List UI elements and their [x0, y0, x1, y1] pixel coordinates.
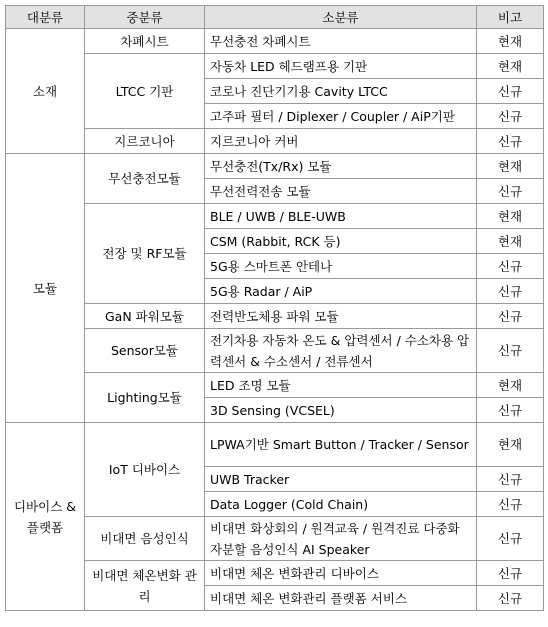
mid-category: 무선충전모듈 — [85, 154, 205, 204]
table-row — [6, 517, 544, 561]
table-row — [6, 54, 544, 79]
major-category: 디바이스 & 플랫폼 — [6, 423, 85, 611]
note-cell: 신규 — [477, 104, 544, 129]
classification-table — [5, 5, 544, 611]
mid-category: 지르코니아 — [85, 129, 205, 154]
mid-category: GaN 파워모듈 — [85, 304, 205, 329]
note-cell: 현재 — [477, 29, 544, 54]
minor-category: 비대면 체온 변화관리 플랫폼 서비스 — [205, 586, 477, 611]
mid-category: 비대면 음성인식 — [85, 517, 205, 561]
minor-category: 코로나 진단기기용 Cavity LTCC — [205, 79, 477, 104]
table-row — [6, 329, 544, 373]
note-cell: 신규 — [477, 561, 544, 586]
mid-category: 비대면 체온변화 관리 — [85, 561, 205, 611]
table-row — [6, 304, 544, 329]
table-row — [6, 561, 544, 586]
minor-category: 비대면 체온 변화관리 디바이스 — [205, 561, 477, 586]
note-cell: 현재 — [477, 154, 544, 179]
minor-category: 5G용 스마트폰 안테나 — [205, 254, 477, 279]
minor-category: 무선충전 차폐시트 — [205, 29, 477, 54]
note-cell: 신규 — [477, 586, 544, 611]
minor-category: 고주파 필터 / Diplexer / Coupler / AiP기판 — [205, 104, 477, 129]
note-cell: 현재 — [477, 54, 544, 79]
note-cell: 신규 — [477, 398, 544, 423]
note-cell: 현재 — [477, 204, 544, 229]
header-note: 비고 — [477, 6, 544, 29]
minor-category: 비대면 화상회의 / 원격교육 / 원격진료 다중화자분할 음성인식 AI Speaker — [205, 517, 477, 561]
minor-category: 전기차용 자동차 온도 & 압력센서 / 수소차용 압력센서 & 수소센서 / 전류센서 — [205, 329, 477, 373]
major-category: 소재 — [6, 29, 85, 154]
note-cell: 신규 — [477, 304, 544, 329]
mid-category: 차폐시트 — [85, 29, 205, 54]
minor-category: UWB Tracker — [205, 467, 477, 492]
minor-category: 무선전력전송 모듈 — [205, 179, 477, 204]
minor-category: 지르코니아 커버 — [205, 129, 477, 154]
mid-category: LTCC 기판 — [85, 54, 205, 129]
note-cell: 현재 — [477, 423, 544, 467]
table-row — [6, 129, 544, 154]
table-row — [6, 29, 544, 54]
note-cell: 신규 — [477, 179, 544, 204]
major-category: 모듈 — [6, 154, 85, 423]
note-cell: 현재 — [477, 373, 544, 398]
note-cell: 신규 — [477, 279, 544, 304]
note-cell: 신규 — [477, 329, 544, 373]
note-cell: 신규 — [477, 517, 544, 561]
header-mid: 중분류 — [85, 6, 205, 29]
table-row — [6, 154, 544, 179]
mid-category: 전장 및 RF모듈 — [85, 204, 205, 304]
header-row — [6, 6, 544, 29]
minor-category: BLE / UWB / BLE-UWB — [205, 204, 477, 229]
minor-category: 5G용 Radar / AiP — [205, 279, 477, 304]
header-minor: 소분류 — [205, 6, 477, 29]
note-cell: 신규 — [477, 467, 544, 492]
table-row — [6, 204, 544, 229]
mid-category: IoT 디바이스 — [85, 423, 205, 517]
minor-category: CSM (Rabbit, RCK 등) — [205, 229, 477, 254]
note-cell: 현재 — [477, 229, 544, 254]
mid-category: Lighting모듈 — [85, 373, 205, 423]
header-major: 대분류 — [6, 6, 85, 29]
mid-category: Sensor모듈 — [85, 329, 205, 373]
minor-category: 자동차 LED 헤드램프용 기판 — [205, 54, 477, 79]
table-row — [6, 373, 544, 398]
note-cell: 신규 — [477, 254, 544, 279]
note-cell: 신규 — [477, 129, 544, 154]
minor-category: LED 조명 모듈 — [205, 373, 477, 398]
minor-category: LPWA기반 Smart Button / Tracker / Sensor — [205, 423, 477, 467]
minor-category: 3D Sensing (VCSEL) — [205, 398, 477, 423]
note-cell: 신규 — [477, 492, 544, 517]
minor-category: Data Logger (Cold Chain) — [205, 492, 477, 517]
table-row — [6, 423, 544, 467]
minor-category: 무선충전(Tx/Rx) 모듈 — [205, 154, 477, 179]
minor-category: 전력반도체용 파워 모듈 — [205, 304, 477, 329]
note-cell: 신규 — [477, 79, 544, 104]
